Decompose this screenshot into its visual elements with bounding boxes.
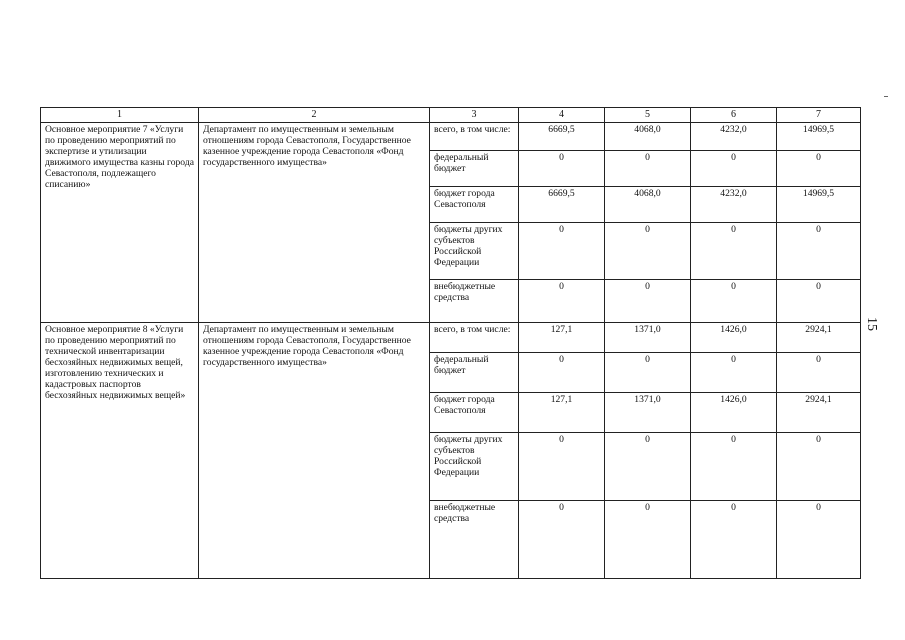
value-cell: 1371,0 [605, 323, 691, 353]
source-cell: бюджет города Севастополя [430, 187, 519, 223]
value-cell: 0 [519, 151, 605, 187]
scan-mark [884, 96, 888, 100]
col-header-4: 4 [519, 108, 605, 123]
source-cell: внебюджетные средства [430, 501, 519, 579]
value-cell: 14969,5 [777, 123, 861, 151]
value-cell: 0 [777, 280, 861, 323]
source-cell: бюджеты других субъектов Российской Федерации [430, 433, 519, 501]
executor-cell: Департамент по имущественным и земельным отношениям города Севастополя, Государственное казенное учреждение города Севастополя «Фонд государственного имущества» [199, 323, 430, 579]
value-cell: 0 [777, 501, 861, 579]
col-header-6: 6 [691, 108, 777, 123]
value-cell: 0 [519, 280, 605, 323]
col-header-3: 3 [430, 108, 519, 123]
source-cell: бюджет города Севастополя [430, 393, 519, 433]
value-cell: 1426,0 [691, 393, 777, 433]
value-cell: 6669,5 [519, 187, 605, 223]
executor-cell: Департамент по имущественным и земельным отношениям города Севастополя, Государственное казенное учреждение города Севастополя «Фонд государственного имущества» [199, 123, 430, 323]
value-cell: 14969,5 [777, 187, 861, 223]
col-header-2: 2 [199, 108, 430, 123]
budget-table [40, 107, 861, 579]
col-header-5: 5 [605, 108, 691, 123]
value-cell: 0 [519, 223, 605, 280]
value-cell: 0 [605, 353, 691, 393]
value-cell: 127,1 [519, 393, 605, 433]
value-cell: 0 [691, 433, 777, 501]
value-cell: 0 [777, 151, 861, 187]
value-cell: 127,1 [519, 323, 605, 353]
col-header-1: 1 [41, 108, 199, 123]
value-cell: 4068,0 [605, 123, 691, 151]
value-cell: 0 [605, 280, 691, 323]
activity-cell: Основное мероприятие 7 «Услуги по проведению мероприятий по экспертизе и утилизации движимого имущества казны города Севастополя, подлежащего списанию» [41, 123, 199, 323]
value-cell: 4232,0 [691, 187, 777, 223]
value-cell: 6669,5 [519, 123, 605, 151]
value-cell: 0 [605, 433, 691, 501]
source-cell: бюджеты других субъектов Российской Федерации [430, 223, 519, 280]
col-header-7: 7 [777, 108, 861, 123]
source-cell: федеральный бюджет [430, 151, 519, 187]
value-cell: 0 [777, 433, 861, 501]
value-cell: 0 [691, 223, 777, 280]
value-cell: 0 [519, 501, 605, 579]
value-cell: 1371,0 [605, 393, 691, 433]
page-number: 15 [864, 317, 879, 331]
source-cell: внебюджетные средства [430, 280, 519, 323]
value-cell: 0 [519, 353, 605, 393]
value-cell: 2924,1 [777, 393, 861, 433]
value-cell: 2924,1 [777, 323, 861, 353]
value-cell: 0 [605, 151, 691, 187]
value-cell: 1426,0 [691, 323, 777, 353]
value-cell: 0 [691, 280, 777, 323]
table-row [41, 323, 861, 353]
value-cell: 0 [691, 151, 777, 187]
value-cell: 0 [605, 501, 691, 579]
header-row [41, 108, 861, 123]
value-cell: 0 [691, 501, 777, 579]
source-cell: всего, в том числе: [430, 123, 519, 151]
value-cell: 0 [519, 433, 605, 501]
value-cell: 4068,0 [605, 187, 691, 223]
table-row [41, 123, 861, 151]
value-cell: 4232,0 [691, 123, 777, 151]
value-cell: 0 [691, 353, 777, 393]
source-cell: всего, в том числе: [430, 323, 519, 353]
value-cell: 0 [605, 223, 691, 280]
activity-cell: Основное мероприятие 8 «Услуги по проведению мероприятий по технической инвентаризации бесхозяйных недвижимых вещей, изготовлению технических и кадастровых паспортов бесхозяйных недвижимых вещей» [41, 323, 199, 579]
value-cell: 0 [777, 223, 861, 280]
value-cell: 0 [777, 353, 861, 393]
source-cell: федеральный бюджет [430, 353, 519, 393]
